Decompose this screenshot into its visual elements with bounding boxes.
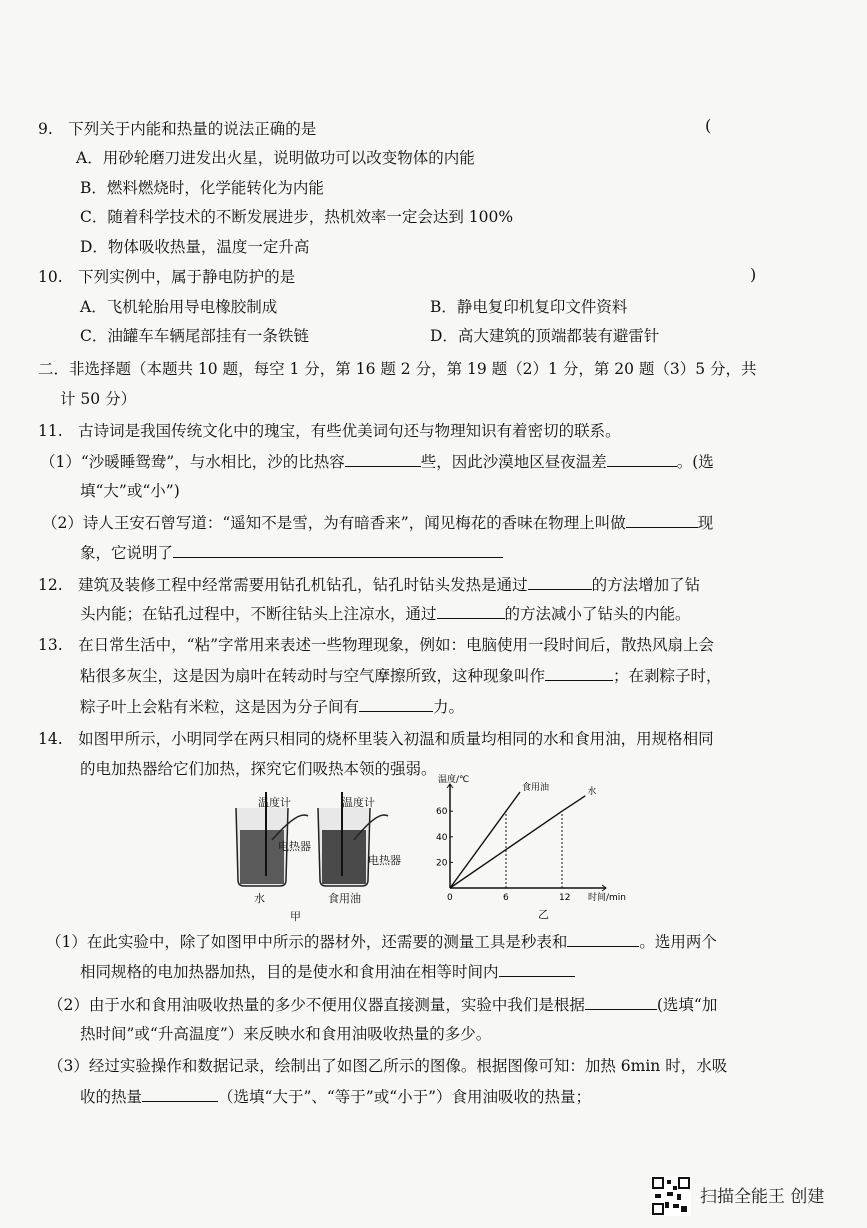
q14-part1-line1: （1）在此实验中，除了如图甲中所示的器材外，还需要的测量工具是秒表和 。选用两个 <box>46 930 717 953</box>
q13-blank-2[interactable] <box>359 695 433 712</box>
q13-line1: 13. 在日常生活中，“粘”字常用来表述一些物理现象，例如：电脑使用一段时间后，散热风扇上会 <box>38 636 715 654</box>
section2-header-line1: 二．非选择题（本题共 10 题，每空 1 分，第 16 题 2 分，第 19 题（2）1 分，第 20 题（3）5 分，共 <box>38 360 757 378</box>
qr-code-icon <box>651 1176 691 1216</box>
label-thermometer-1: 温度计 <box>258 796 291 809</box>
series-line-water <box>450 796 585 888</box>
q14-blank-3[interactable] <box>585 993 657 1010</box>
y-axis-label: 温度/℃ <box>438 775 470 785</box>
y-tick-label: 40 <box>436 832 448 843</box>
y-tick-label: 20 <box>436 858 448 869</box>
x-axis-label: 时间/min <box>588 893 627 903</box>
q14-part2-line1: （2）由于水和食用油吸收热量的多少不便用仪器直接测量，实验中我们是根据 (选填“加 <box>48 993 717 1016</box>
x-tick-label: 6 <box>503 893 509 903</box>
q12-line1: 12. 建筑及装修工程中经常需要用钻孔机钻孔，钻孔时钻头发热是通过 的方法增加了钻 <box>38 573 700 596</box>
x-tick-label: 0 <box>447 893 453 903</box>
label-heater-1: 电热器 <box>278 840 311 853</box>
q14-blank-4[interactable] <box>142 1085 218 1102</box>
q14-line1: 14. 如图甲所示，小明同学在两只相同的烧杯里装入初温和质量均相同的水和食用油，用规格相同 <box>38 730 714 748</box>
q10-stem: 10. 下列实例中，属于静电防护的是 <box>38 268 296 286</box>
q14-line2: 的电加热器给它们加热，探究它们吸热本领的强弱。 <box>80 760 437 778</box>
label-thermometer-2: 温度计 <box>342 796 375 809</box>
q14-part3-line2: 收的热量 （选填“大于”、“等于”或“小于”）食用油吸收的热量； <box>80 1085 591 1108</box>
q9-option-b: B．燃料燃烧时，化学能转化为内能 <box>80 179 324 197</box>
label-jia: 甲 <box>290 910 301 923</box>
series-label: 食用油 <box>522 783 550 793</box>
oil-liquid <box>322 830 366 884</box>
label-water: 水 <box>254 892 265 905</box>
q14-part3-line1: （3）经过实验操作和数据记录，绘制出了如图乙所示的图像。根据图像可知：加热 6min 时，水吸 <box>48 1057 728 1075</box>
q14-part1-line2: 相同规格的电加热器加热，目的是使水和食用油在相等时间内 <box>80 960 575 983</box>
q13-line3: 粽子叶上会粘有米粒，这是因为分子间有 力。 <box>80 695 464 718</box>
label-yi: 乙 <box>538 908 549 921</box>
q9-answer-paren: ( <box>705 116 712 135</box>
series-label: 水 <box>587 786 597 797</box>
q9-option-a: A．用砂轮磨刀进发出火星，说明做功可以改变物体的内能 <box>76 149 475 167</box>
q12-blank-2[interactable] <box>437 602 505 619</box>
q10-option-b: B．静电复印机复印文件资料 <box>430 298 628 316</box>
q13-blank-1[interactable] <box>545 664 613 681</box>
q14-blank-1[interactable] <box>567 930 639 947</box>
q11-part2-line2: 象，它说明了 <box>80 541 503 564</box>
q11-part1-line1: （1）“沙暖睡鸳鸯”，与水相比，沙的比热容 些，因此沙漠地区昼夜温差 。(选 <box>40 450 714 473</box>
q11-blank-1[interactable] <box>345 450 421 467</box>
label-oil: 食用油 <box>328 892 361 905</box>
y-tick-label: 60 <box>436 807 448 818</box>
q11-part1-line2: 填“大”或“小”) <box>80 482 180 500</box>
temperature-time-chart <box>428 775 627 910</box>
scanner-watermark: 扫描全能王 创建 <box>700 1187 825 1207</box>
q13-line2: 粘很多灰尘，这是因为扇叶在转动时与空气摩擦所致，这种现象叫作 ；在剥粽子时， <box>80 664 722 687</box>
q9-option-d: D．物体吸收热量，温度一定升高 <box>80 238 310 256</box>
q11-blank-2[interactable] <box>607 450 677 467</box>
q14-figure <box>228 775 628 923</box>
q11-blank-4[interactable] <box>173 541 503 558</box>
label-heater-2: 电热器 <box>368 854 401 867</box>
q14-blank-2[interactable] <box>499 960 575 977</box>
q9-option-c: C．随着科学技术的不断发展进步，热机效率一定会达到 100% <box>80 208 514 226</box>
q10-option-d: D．高大建筑的顶端都装有避雷针 <box>430 327 660 345</box>
q11-part2-line1: （2）诗人王安石曾写道：“遥知不是雪，为有暗香来”，闻见梅花的香味在物理上叫做 现 <box>42 511 713 534</box>
q11-blank-3[interactable] <box>626 511 698 528</box>
x-tick-label: 12 <box>559 893 571 903</box>
q10-option-c: C．油罐车车辆尾部挂有一条铁链 <box>80 327 309 345</box>
q12-line2: 头内能；在钻孔过程中，不断往钻头上注凉水，通过 的方法减小了钻头的内能。 <box>80 602 691 625</box>
series-line-oil <box>450 792 520 888</box>
q12-blank-1[interactable] <box>528 573 592 590</box>
q14-part2-line2: 热时间”或“升高温度”）来反映水和食用油吸收热量的多少。 <box>80 1025 492 1043</box>
section2-header-line2: 计 50 分） <box>60 390 137 408</box>
q9-stem: 9. 下列关于内能和热量的说法正确的是 <box>38 120 317 138</box>
q10-option-a: A．飞机轮胎用导电橡胶制成 <box>80 298 278 316</box>
q11-stem: 11. 古诗词是我国传统文化中的瑰宝，有些优美词句还与物理知识有着密切的联系。 <box>38 422 621 440</box>
q10-answer-paren: ) <box>750 265 757 284</box>
